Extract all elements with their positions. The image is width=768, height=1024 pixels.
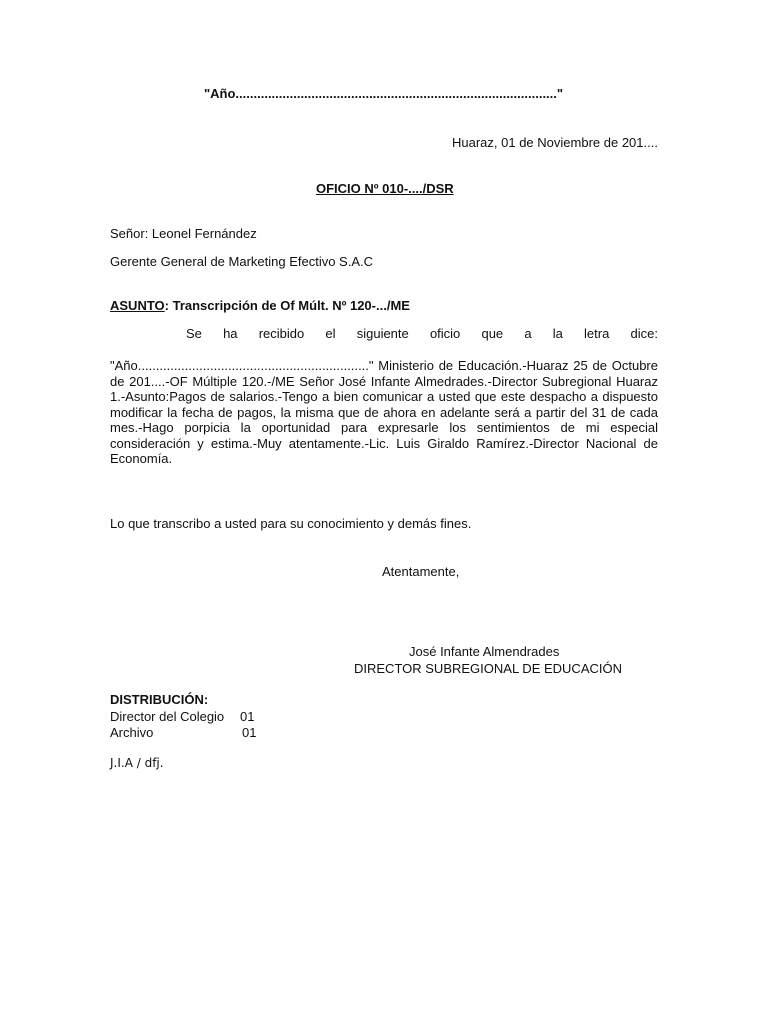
intro-word: la: [552, 326, 563, 341]
farewell: Atentamente,: [382, 564, 460, 579]
distribution-count: 01: [240, 709, 255, 724]
document-title: OFICIO Nº 010-..../DSR: [316, 181, 454, 196]
intro-word: siguiente: [356, 326, 409, 341]
intro-word: recibido: [258, 326, 305, 341]
distribution-count: 01: [242, 725, 257, 740]
signature-title: DIRECTOR SUBREGIONAL DE EDUCACIÓN: [354, 661, 622, 676]
intro-word: que: [481, 326, 504, 341]
distribution-heading: DISTRIBUCIÓN:: [110, 692, 209, 707]
distribution-label: Director del Colegio: [110, 709, 225, 724]
distribution-label: Archivo: [110, 725, 154, 740]
year-header: "Año.........................................................................................": [204, 86, 564, 101]
subject-label: ASUNTO: [110, 298, 165, 313]
intro-word: a: [524, 326, 532, 341]
intro-line: [186, 326, 658, 342]
intro-word: letra: [584, 326, 610, 341]
recipient-position: Gerente General de Marketing Efectivo S.A.C: [110, 254, 374, 269]
intro-word: ha: [223, 326, 238, 341]
signature-name: José Infante Almendrades: [409, 644, 560, 659]
closing-text: Lo que transcribo a usted para su conocimiento y demás fines.: [110, 516, 472, 531]
intro-word: el: [325, 326, 336, 341]
distribution-row: [110, 725, 256, 741]
recipient-name: Señor: Leonel Fernández: [110, 226, 257, 241]
initials: J.I.A / dfj.: [110, 756, 164, 770]
place-date: Huaraz, 01 de Noviembre de 201....: [452, 135, 658, 150]
intro-word: oficio: [429, 326, 461, 341]
distribution-row: [110, 709, 254, 725]
transcribed-paragraph: "Año................................................................" Ministerio de Educación.-Huaraz 25 de Octubre de 201....-OF Múltiple 120.-/ME Señor José Infante Almedrades.-Director Subregional Huaraz 1.-Asunto:Pagos de salarios.-Tengo a bien comunicar a usted que este despacho a dispuesto modificar la fecha de pagos, la misma que de ahora en adelante será a partir del 31 de cada mes.-Hago porpicia la oportunidad para expresarle los sentimientos de mi especial consideración y estima.-Muy atentamente.-Lic. Luis Giraldo Ramírez.-Director Nacional de Economía.: [110, 358, 658, 466]
intro-word: Se: [186, 326, 202, 341]
subject-line: [110, 298, 410, 314]
subject-text: : Transcripción de Of Múlt. Nº 120-.../ME: [164, 298, 410, 313]
intro-word: dice:: [630, 326, 658, 341]
